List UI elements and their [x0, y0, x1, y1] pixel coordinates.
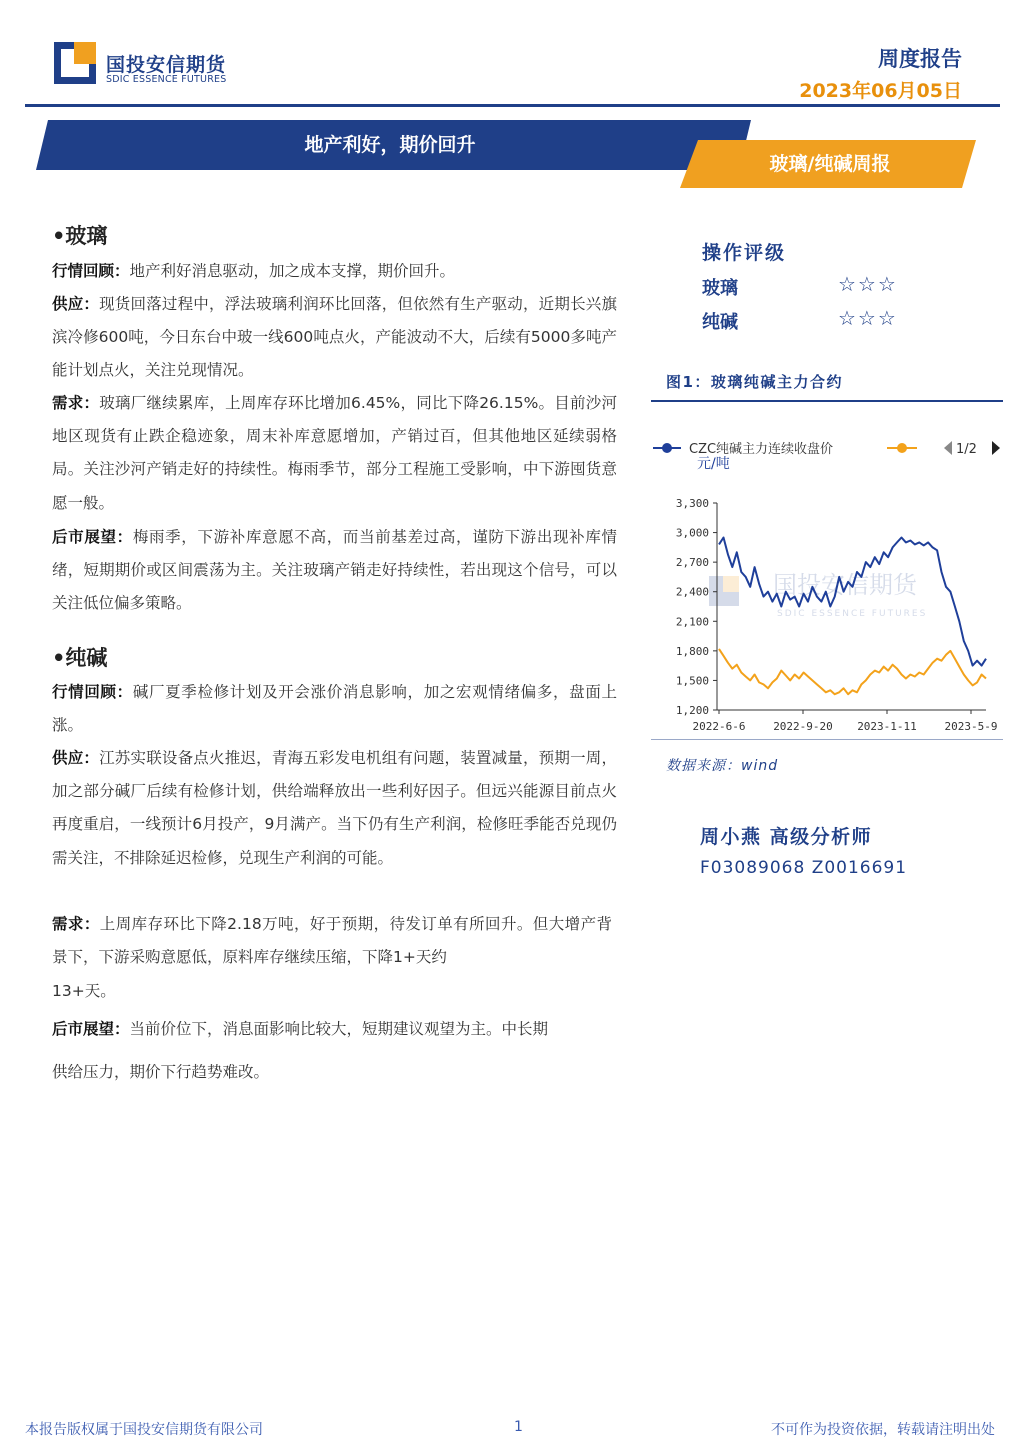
footer-page-number: 1	[514, 1419, 523, 1435]
banner-tag: 玻璃/纯碱周报	[769, 153, 891, 175]
chart-watermark	[709, 571, 927, 619]
para-text: 梅雨季，下游补库意愿不高，而当前基差过高，谨防下游出现补库情绪，短期期价或区间震荡为主。关注玻璃产销走好持续性，若出现这个信号，可以关注低位偏多策略。	[52, 528, 617, 613]
soda-paragraph-cont: 13+天。	[52, 982, 116, 1000]
para-label: 行情回顾：	[52, 262, 130, 280]
para-label: 行情回顾：	[52, 683, 133, 701]
y-tick-label: 1,800	[675, 644, 709, 658]
para-text: 玻璃厂继续累库，上周库存环比增加6.45%，同比下降26.15%。目前沙河地区现货有止跌企稳迹象，周末补库意愿增加，产销过百，但其他地区延续弱格局。关注沙河产销走好的持续性。梅雨季节，部分工程施工受影响，中下游囤货意愿一般。	[52, 394, 617, 512]
y-tick-label: 2,100	[675, 615, 709, 629]
para-label: 供应：	[52, 749, 100, 767]
para-text: 江苏实联设备点火推迟，青海五彩发电机组有问题，装置减量，预期一周，加之部分碱厂后续有检修计划，供给端释放出一些利好因子。但远兴能源目前点火再度重启，一线预计6月投产，9月满产。当下仍有生产利润，检修旺季能否兑现仍需关注，不排除延迟检修，兑现生产利润的可能。	[52, 749, 617, 867]
company-logo-icon	[54, 42, 96, 84]
figure-source: 数据来源：wind	[666, 758, 779, 774]
figure-bottom-divider	[651, 739, 1003, 740]
watermark-logo-accent	[723, 576, 739, 592]
watermark-cn: 国投安信期货	[773, 571, 917, 599]
glass-paragraph	[52, 387, 617, 520]
x-tick-label: 2023-1-11	[857, 720, 917, 733]
chart-legend	[653, 441, 1000, 457]
company-name-cn: 国投安信期货	[106, 54, 227, 76]
soda-paragraph-cont: 供给压力，期价下行趋势难改。	[52, 1063, 270, 1081]
para-text: 碱厂夏季检修计划及开会涨价消息影响，加之宏观情绪偏多，盘面上涨。	[52, 683, 617, 735]
legend-next-arrow-icon[interactable]	[992, 441, 1000, 455]
x-tick-label: 2023-5-9	[944, 720, 998, 733]
para-text: 上周库存环比下降2.18万吨，好于预期，待发订单有所回升。但大增产背景下，下游采购意愿低，原料库存继续压缩，下降1+天约	[52, 915, 612, 967]
figure-divider	[651, 400, 1003, 402]
glass-paragraph	[52, 255, 617, 288]
rating-title: 操作评级	[702, 242, 787, 264]
legend-prev-arrow-icon[interactable]	[944, 441, 952, 455]
glass-paragraph	[52, 288, 617, 388]
company-name-en: SDIC ESSENCE FUTURES	[106, 74, 227, 85]
analyst-license: F03089068 Z0016691	[700, 858, 908, 878]
para-label: 需求：	[52, 394, 100, 412]
para-label: 后市展望：	[52, 528, 133, 546]
section-title-soda: •纯碱	[52, 646, 108, 670]
para-text: 当前价位下，消息面影响比较大，短期建议观望为主。中长期	[129, 1020, 549, 1038]
series-line-glass	[719, 649, 986, 694]
y-tick-label: 3,300	[675, 497, 709, 510]
y-tick-label: 1,200	[675, 704, 709, 717]
rating-item-glass: 玻璃	[702, 278, 738, 299]
rating-stars-glass: ☆☆☆	[838, 272, 898, 296]
legend-marker-glass	[897, 443, 907, 453]
series-line-soda	[719, 538, 986, 666]
soda-paragraph	[52, 1013, 617, 1046]
price-chart	[651, 410, 1003, 735]
header-divider	[25, 104, 1000, 107]
rating-item-soda: 纯碱	[702, 312, 738, 333]
y-tick-label: 3,000	[675, 526, 709, 540]
y-tick-label: 2,700	[675, 556, 709, 570]
para-label: 需求：	[52, 915, 100, 933]
x-tick-label: 2022-6-6	[692, 720, 746, 733]
soda-paragraph	[52, 908, 612, 974]
banner-title: 地产利好，期价回升	[304, 134, 476, 156]
footer-disclaimer: 不可作为投资依据，转载请注明出处	[771, 1422, 995, 1438]
report-date: 2023年06月05日	[799, 80, 962, 102]
y-axis-unit: 元/吨	[697, 456, 730, 472]
y-tick-label: 1,500	[675, 674, 709, 688]
report-type: 周度报告	[878, 47, 962, 71]
y-tick-label: 2,400	[675, 585, 709, 599]
para-label: 供应：	[52, 295, 100, 313]
soda-paragraph	[52, 676, 617, 742]
figure-title: 图1：玻璃纯碱主力合约	[666, 373, 843, 391]
legend-pager: 1/2	[956, 442, 977, 457]
para-label: 后市展望：	[52, 1020, 130, 1038]
watermark-en: SDIC ESSENCE FUTURES	[777, 609, 928, 619]
x-tick-label: 2022-9-20	[773, 720, 833, 733]
soda-paragraph	[52, 742, 617, 875]
para-text: 现货回落过程中，浮法玻璃利润环比回落，但依然有生产驱动，近期长兴旗滨冷修600吨，今日东台中玻一线600吨点火，产能波动不大，后续有5000多吨产能计划点火，关注兑现情况。	[52, 295, 617, 380]
footer-copyright: 本报告版权属于国投安信期货有限公司	[25, 1422, 263, 1438]
glass-paragraph	[52, 521, 617, 621]
analyst-name: 周小燕 高级分析师	[700, 826, 873, 848]
section-title-glass: •玻璃	[52, 224, 108, 248]
rating-stars-soda: ☆☆☆	[838, 306, 898, 330]
legend-label-soda: CZC纯碱主力连续收盘价	[689, 442, 834, 457]
legend-marker-soda	[662, 443, 672, 453]
para-text: 地产利好消息驱动，加之成本支撑，期价回升。	[129, 262, 456, 280]
